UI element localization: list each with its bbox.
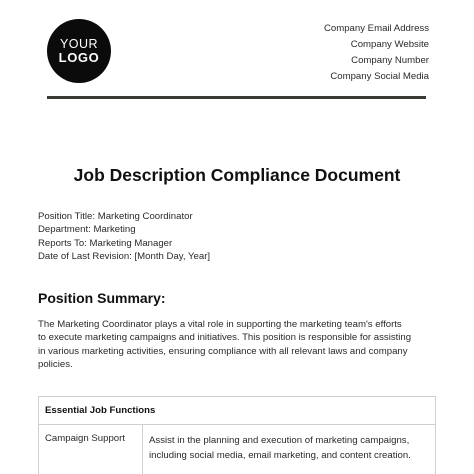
table-header: Essential Job Functions [39, 397, 436, 425]
essential-functions-table [38, 396, 436, 474]
company-website: Company Website [350, 39, 429, 50]
description-line: Assist in the planning and execution of marketing campaigns, [149, 435, 410, 446]
summary-line: policies. [38, 358, 73, 370]
table-row [39, 425, 436, 474]
position-summary-heading: Position Summary: [38, 290, 166, 306]
position-summary-text [38, 318, 438, 371]
company-email: Company Email Address [323, 23, 429, 34]
position-details [38, 210, 210, 263]
revision-date-line: Date of Last Revision: [Month Day, Year] [38, 250, 211, 262]
department-line: Department: Marketing [38, 224, 136, 236]
summary-line: in various marketing activities, ensuring compliance with all relevant laws and company [38, 345, 408, 357]
description-line: including social media, email marketing, and content creation. [149, 450, 411, 461]
company-logo [47, 19, 111, 83]
header-divider [47, 96, 426, 99]
position-title-line: Position Title: Marketing Coordinator [38, 211, 193, 222]
company-social-media: Company Social Media [330, 71, 429, 82]
function-description-cell [143, 425, 436, 474]
logo-text-bottom: LOGO [58, 50, 100, 65]
summary-line: to execute marketing campaigns and initiatives. This position is responsible for assisting [38, 332, 412, 344]
company-contact-block [324, 21, 429, 85]
document-title: Job Description Compliance Document [73, 165, 401, 185]
table-header-row [39, 397, 436, 425]
reports-to-line: Reports To: Marketing Manager [38, 237, 173, 249]
company-number: Company Number [351, 55, 429, 66]
logo-text-top: YOUR [59, 37, 99, 51]
function-name-cell: Campaign Support [39, 425, 143, 474]
summary-line: The Marketing Coordinator plays a vital role in supporting the marketing team's efforts [38, 319, 402, 330]
